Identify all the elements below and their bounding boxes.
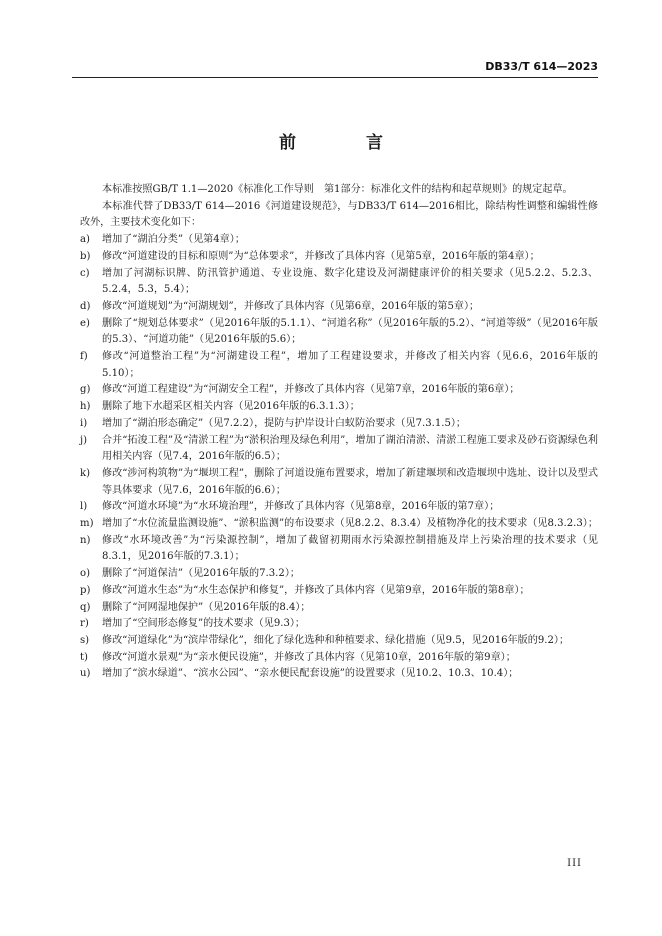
list-item-text: 删除了“河网湿地保护”（见2016年版的8.4）；: [102, 601, 311, 613]
list-item: [80, 299, 598, 316]
change-list: [0, 232, 662, 683]
list-item-text: 修改“河道工程建设”为“河湖安全工程”，并修改了具体内容（见第7章，2016年版的第6章）；: [102, 384, 520, 396]
document-body: [0, 182, 662, 683]
list-item-marker: m): [80, 518, 94, 530]
list-item: [80, 516, 598, 533]
list-item-marker: t): [80, 651, 88, 663]
list-item: [80, 349, 598, 382]
list-item-marker: o): [80, 568, 91, 580]
list-item-marker: s): [80, 634, 90, 646]
replacement-paragraph: 本标准代替了DB33/T 614—2016《河道建设规范》，与DB33/T 614—2016相比，除结构性调整和编辑性修改外，主要技术变化如下：: [80, 200, 598, 229]
list-item-text: 合并“拓浚工程”及“清淤工程”为“淤积治理及绿色利用”，增加了湖泊清淤、清淤工程施工要求及砂石资源绿色利用相关内容（见7.4，2016年版的6.5）；: [102, 434, 598, 463]
list-item-text: 修改“涉河构筑物”为“堰坝工程”，删除了河道设施布置要求，增加了新建堰坝和改造堰坝中选址、设计以及型式等具体要求（见7.6，2016年版的6.6）；: [102, 467, 598, 496]
list-item: [80, 316, 598, 349]
list-item-text: 修改“河道水环境”为“水环境治理”，并修改了具体内容（见第8章，2016年版的第7章）；: [102, 501, 500, 513]
list-item-text: 删除了地下水超采区相关内容（见2016年版的6.3.1.3）；: [102, 401, 360, 413]
list-item: [80, 499, 598, 516]
list-item-marker: n): [80, 534, 91, 546]
list-item-marker: q): [80, 601, 91, 613]
list-item: [80, 232, 598, 249]
list-item-text: 增加了“滨水绿道”、“滨水公园”、“亲水便民配套设施”的设置要求（见10.2、10.3、10.4）；: [102, 668, 519, 680]
standard-number: DB33/T 614—2023: [485, 60, 598, 73]
list-item: [80, 650, 598, 667]
list-item-marker: a): [80, 234, 90, 246]
page-number: III: [567, 858, 582, 869]
list-item-marker: l): [80, 501, 88, 513]
list-item: [80, 633, 598, 650]
list-item-marker: i): [80, 417, 88, 429]
list-item-marker: u): [80, 668, 91, 680]
list-item: [80, 533, 598, 566]
list-item-text: 修改“河道整治工程”为“河湖建设工程”，增加了工程建设要求，并修改了相关内容（见6.6，2016年版的5.10）；: [102, 351, 598, 379]
list-item-text: 删除了“规划总体要求”（见2016年版的5.1.1）、“河道名称”（见2016年版的5.2）、“河道等级”（见2016年版的5.3）、“河道功能”（见2016年版的5.6）；: [102, 317, 598, 346]
list-item-text: 修改“河道建设的目标和原则”为“总体要求”，并修改了具体内容（见第5章，2016年版的第4章）；: [102, 250, 540, 262]
list-item-text: 修改“水环境改善”为“污染源控制”，增加了截留初期雨水污染源控制措施及岸上污染治理的技术要求（见8.3.1，见2016年版的7.3.1）；: [102, 534, 598, 563]
list-item: [80, 616, 598, 633]
list-item: [80, 249, 598, 266]
list-item-text: 增加了“水位流量监测设施”、“淤积监测”的布设要求（见8.2.2、8.3.4）及植物净化的技术要求（见8.3.2.3）；: [102, 518, 598, 530]
list-item-text: 修改“河道规划”为“河湖规划”，并修改了具体内容（见第6章，2016年版的第5章）；: [102, 300, 480, 312]
list-item-text: 增加了河湖标识牌、防汛管护通道、专业设施、数字化建设及河湖健康评价的相关要求（见5.2.2、5.2.3、5.2.4，5.3，5.4）；: [102, 267, 598, 296]
header-rule: [72, 77, 598, 78]
intro-paragraph: 本标准按照GB/T 1.1—2020《标准化工作导则 第1部分：标准化文件的结构和起草规则》的规定起草。: [102, 184, 573, 195]
list-item-text: 修改“河道水景观”为“亲水便民设施”，并修改了具体内容（见第10章，2016年版的第9章）；: [102, 651, 516, 663]
list-item-text: 增加了“湖泊形态确定”（见7.2.2），提防与护岸设计白蚁防治要求（见7.3.1.5）；: [102, 417, 467, 429]
list-item-marker: g): [80, 384, 91, 396]
list-item-marker: h): [80, 401, 91, 413]
list-item: [80, 600, 598, 617]
list-item: [80, 566, 598, 583]
list-item: [80, 416, 598, 433]
list-item-marker: f): [80, 351, 88, 363]
list-item-text: 删除了“河道保洁”（见2016年版的7.3.2）；: [102, 568, 300, 580]
list-item-marker: e): [80, 317, 90, 329]
list-item-marker: p): [80, 584, 91, 596]
list-item-text: 增加了“空间形态修复”的技术要求（见9.3）；: [102, 618, 306, 630]
list-item: [80, 266, 598, 299]
list-item: [80, 399, 598, 416]
list-item: [80, 433, 598, 466]
list-item: [80, 666, 598, 683]
list-item-marker: d): [80, 300, 91, 312]
list-item-text: 修改“河道绿化”为“滨岸带绿化”，细化了绿化选种和种植要求、绿化措施（见9.5，见2016年版的9.2）；: [102, 634, 570, 646]
list-item-marker: k): [80, 467, 91, 479]
list-item-marker: b): [80, 250, 91, 262]
list-item-text: 增加了“湖泊分类”（见第4章）；: [102, 234, 245, 246]
list-item-marker: r): [80, 618, 89, 630]
list-item: [80, 466, 598, 499]
page-title: 前 言: [279, 133, 415, 153]
list-item-marker: j): [80, 434, 88, 446]
list-item: [80, 583, 598, 600]
list-item-marker: c): [80, 267, 90, 279]
list-item-text: 修改“河道水生态”为“水生态保护和修复”，并修改了具体内容（见第9章，2016年版的第8章）；: [102, 584, 530, 596]
list-item: [80, 382, 598, 399]
